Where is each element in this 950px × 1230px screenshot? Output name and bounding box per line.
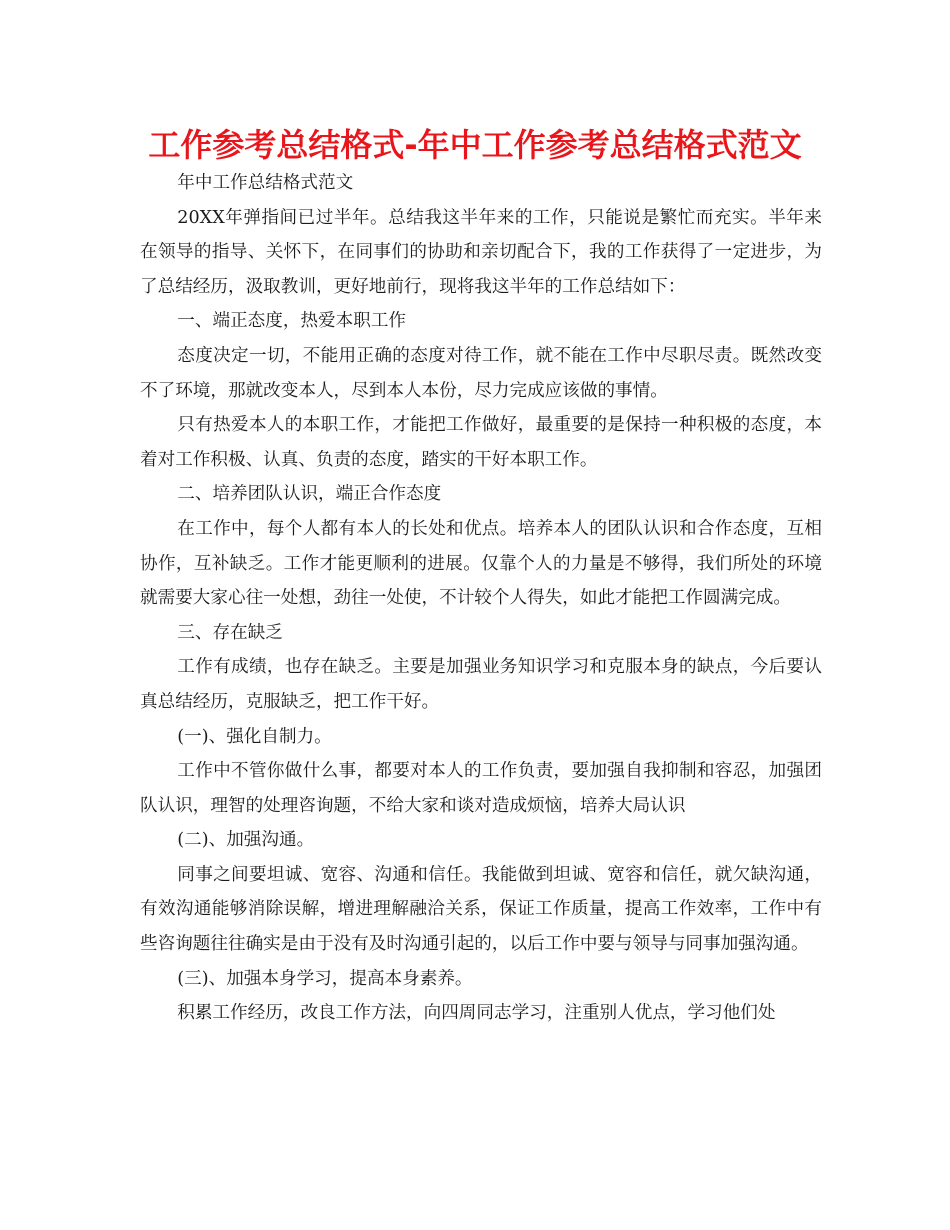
- subtitle-paragraph: 年中工作总结格式范文: [177, 173, 354, 193]
- body-paragraph: 工作中不管你做什么事，都要对本人的工作负责，要加强自我抑制和容忍，加强团队认识，理智的处理咨询题，不给大家和谈对造成烦恼，培养大局认识: [140, 761, 822, 816]
- document-title: 工作参考总结格式-年中工作参考总结格式范文: [148, 126, 802, 164]
- body-paragraph: 工作有成绩，也存在缺乏。主要是加强业务知识学习和克服本身的缺点，今后要认真总结经历，克服缺乏，把工作干好。: [140, 657, 822, 712]
- body-paragraph: 同事之间要坦诚、宽容、沟通和信任。我能做到坦诚、宽容和信任，就欠缺沟通，有效沟通能够消除误解，增进理解融洽关系，保证工作质量，提高工作效率，工作中有些咨询题往往确实是由于没有及时沟通引起的，以后工作中要与领导与同事加强沟通。: [140, 864, 822, 955]
- subsection-heading-1: (一)、强化自制力。: [177, 726, 332, 747]
- subsection-heading-2: (二)、加强沟通。: [177, 830, 315, 851]
- subsection-heading-3: (三)、加强本身学习，提高本身素养。: [177, 968, 473, 989]
- section-heading-3: 三、存在缺乏: [177, 622, 283, 643]
- body-paragraph: 在工作中，每个人都有本人的长处和优点。培养本人的团队认识和合作态度，互相协作，互补缺乏。工作才能更顺利的进展。仅靠个人的力量是不够得，我们所处的环境就需要大家心往一处想，劲往一处使，不计较个人得失，如此才能把工作圆满完成。: [140, 518, 822, 609]
- document-body: [140, 166, 822, 1031]
- body-paragraph: 只有热爱本人的本职工作，才能把工作做好，最重要的是保持一种积极的态度，本着对工作积极、认真、负责的态度，踏实的干好本职工作。: [140, 415, 822, 470]
- body-paragraph: 态度决定一切，不能用正确的态度对待工作，就不能在工作中尽职尽责。既然改变不了环境，那就改变本人，尽到本人本份，尽力完成应该做的事情。: [140, 345, 822, 401]
- intro-paragraph: 20XX年弹指间已过半年。总结我这半年来的工作，只能说是繁忙而充实。半年来在领导的指导、关怀下，在同事们的协助和亲切配合下，我的工作获得了一定进步，为了总结经历，汲取教训，更好地前行，现将我这半年的工作总结如下：: [140, 207, 822, 297]
- section-heading-1: 一、端正态度，热爱本职工作: [177, 311, 407, 332]
- body-paragraph: 积累工作经历，改良工作方法，向四周同志学习，注重别人优点，学习他们处: [177, 1003, 776, 1024]
- section-heading-2: 二、培养团队认识，端正合作态度: [177, 484, 442, 505]
